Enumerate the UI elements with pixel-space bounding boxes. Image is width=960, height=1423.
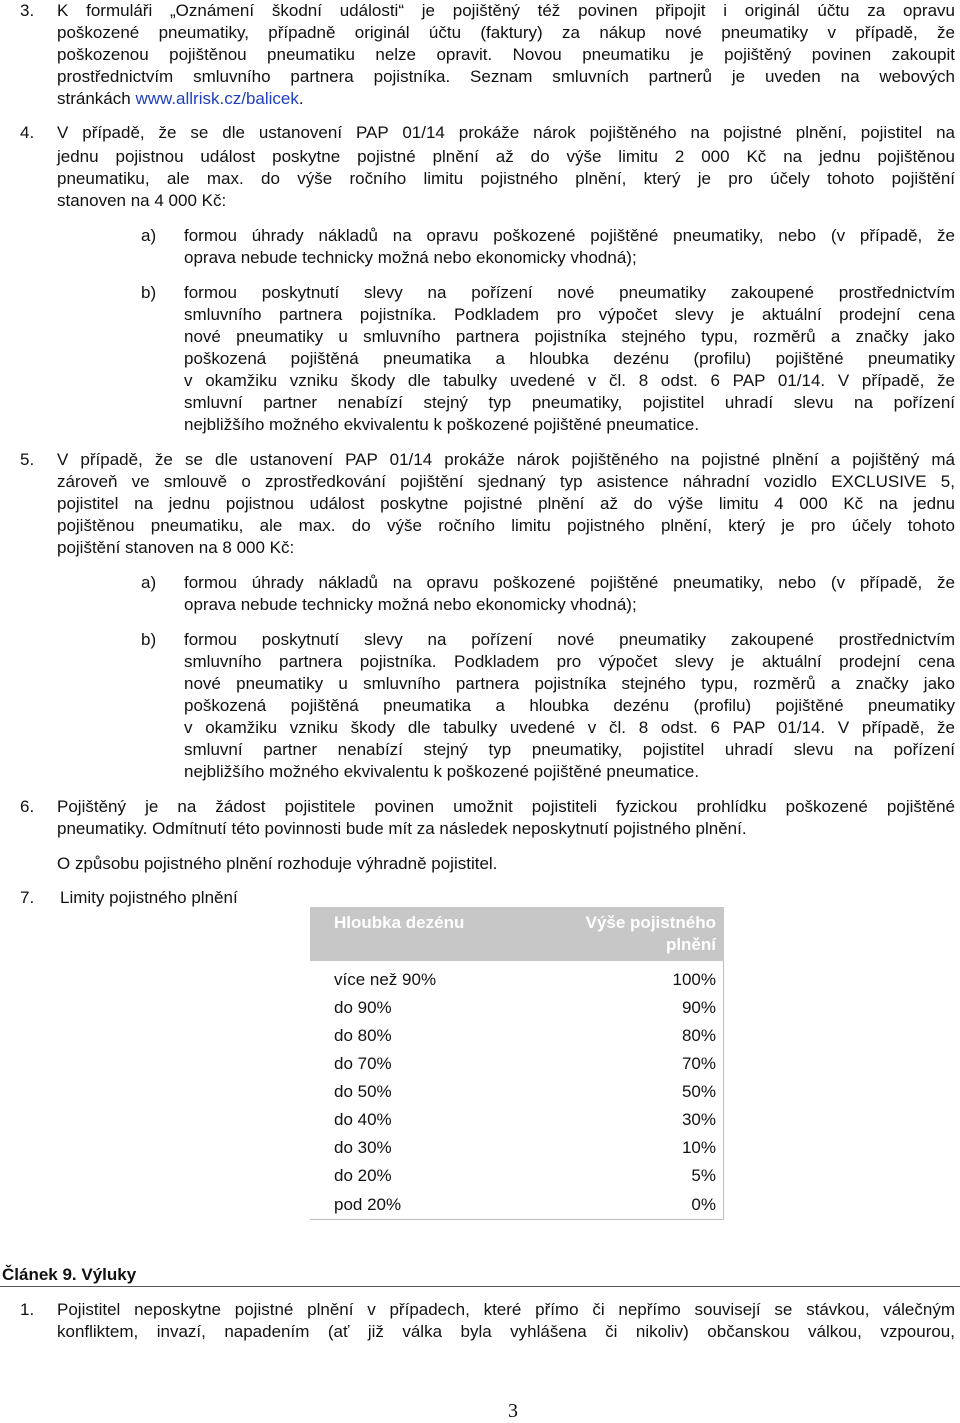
- item3-line-3: poškozenou pojištěnou pneumatiku nelze opravit. Novou pneumatiku je pojištěný povinen zakoupit: [57, 45, 955, 64]
- table-row-payout: 5%: [691, 1166, 716, 1185]
- table-row-depth: do 70%: [334, 1054, 392, 1073]
- item4-sub-b-line-2: smluvního partnera pojistníka. Podkladem pro výpočet slevy je aktuální prodejní cena: [184, 305, 955, 324]
- item3-number: 3.: [20, 1, 35, 20]
- item3-last-suffix: .: [298, 89, 304, 108]
- item6-line-2: pneumatiky. Odmítnutí této povinnosti bude mít za následek neposkytnutí pojistného plnění.: [57, 819, 747, 838]
- table-header-depth: Hloubka dezénu: [334, 913, 465, 932]
- article9-item1-number: 1.: [20, 1300, 35, 1319]
- item5-sub-a-line-2: oprava nebude technicky možná nebo ekonomicky vhodná);: [184, 595, 637, 614]
- item4-line-4: stanoven na 4 000 Kč:: [57, 191, 227, 210]
- item5-sub-b-line-6: smluvní partner nenabízí stejný typ pneumatiky, pojistitel uhradí slevu na pořízení: [184, 740, 955, 759]
- table-row-payout: 70%: [681, 1054, 716, 1073]
- article9-heading: Článek 9. Výluky: [2, 1265, 137, 1284]
- item4-sub-b-line-1: formou poskytnutí slevy na pořízení nové pneumatiky zakoupené prostřednictvím: [184, 283, 955, 302]
- item3-line-4: prostřednictvím smluvního partnera pojistníka. Seznam smluvních partnerů je uveden na webových: [57, 67, 955, 86]
- item5-sub-b-line-5: v okamžiku vzniku škody dle tabulky uvedené v čl. 8 odst. 6 PAP 01/14. V případě, že: [184, 718, 955, 737]
- item5-line-1: V případě, že se dle ustanovení PAP 01/14 prokáže nárok pojištěného na pojistné plnění a pojištěný má: [57, 450, 955, 469]
- item5-sub-b-line-3: nové pneumatiky u smluvního partnera pojistníka stejného typu, rozměrů a značky jako: [184, 674, 955, 693]
- table-row-payout: 30%: [681, 1110, 716, 1129]
- table-row-depth: do 80%: [334, 1026, 392, 1045]
- item5-sub-b-letter: b): [141, 630, 157, 649]
- item3-line-1: K formuláři „Oznámení škodní události“ je pojištěný též povinen připojit i originál účtu za opravu: [57, 1, 955, 20]
- table-row-depth: do 90%: [334, 998, 392, 1017]
- item4-sub-b-line-3: nové pneumatiky u smluvního partnera pojistníka stejného typu, rozměrů a značky jako: [184, 327, 955, 346]
- item4-sub-b-line-4: poškozená pojištěná pneumatika a hloubka dezénu (profilu) pojištěné pneumatiky: [184, 349, 955, 368]
- item5-line-4: pojištěnou pneumatiku, ale max. do výše ročního limitu pojistného plnění, který je pro účely tohoto: [57, 516, 955, 535]
- item3-line-5: [57, 88, 304, 110]
- item4-sub-a-line-2: oprava nebude technicky možná nebo ekonomicky vhodná);: [184, 248, 637, 267]
- item5-sub-b-line-1: formou poskytnutí slevy na pořízení nové pneumatiky zakoupené prostřednictvím: [184, 630, 955, 649]
- item4-line-1: V případě, že se dle ustanovení PAP 01/14 prokáže nárok pojištěného na pojistné plnění, pojistitel na: [57, 123, 955, 142]
- table-row-payout: 80%: [681, 1026, 716, 1045]
- page-number: 3: [508, 1400, 518, 1422]
- item4-sub-b-line-6: smluvní partner nenabízí stejný typ pneumatiky, pojistitel uhradí slevu na pořízení: [184, 393, 955, 412]
- item6-line-1: Pojištěný je na žádost pojistitele povinen umožnit pojistiteli fyzickou prohlídku poškozené pojištěné: [57, 797, 955, 816]
- table-row-payout: 10%: [681, 1138, 716, 1157]
- item4-number: 4.: [20, 123, 35, 142]
- item6-number: 6.: [20, 797, 35, 816]
- item4-line-3: pneumatiku, ale max. do výše ročního limitu pojistného plnění, který je pro účely tohoto pojištění: [57, 169, 955, 188]
- table-row-payout: 90%: [681, 998, 716, 1017]
- item5-sub-a-line-1: formou úhrady nákladů na opravu poškozené pojištěné pneumatiky, nebo (v případě, že: [184, 573, 955, 592]
- item5-number: 5.: [20, 450, 35, 469]
- item4-line-2: jednu pojistnou událost poskytne pojistné plnění až do výše limitu 2 000 Kč na jednu pojištěnou: [57, 147, 955, 166]
- article9-item1-line-2: konfliktem, invazí, napadením (ať již válka byla vyhlášena či nikoliv) občanskou válkou, vzpourou,: [57, 1322, 955, 1341]
- item4-sub-a-line-1: formou úhrady nákladů na opravu poškozené pojištěné pneumatiky, nebo (v případě, že: [184, 226, 955, 245]
- table-row-depth: pod 20%: [334, 1195, 402, 1214]
- item5-line-2: zároveň ve smlouvě o zprostředkování pojištění sjednaný typ asistence náhradní vozidlo EXCLUSIVE 5,: [57, 472, 955, 491]
- table-row-depth: do 20%: [334, 1166, 392, 1185]
- table-header-payout-line-2: plnění: [665, 935, 716, 954]
- item4-sub-b-letter: b): [141, 283, 157, 302]
- item5-sub-b-line-7: nejbližšího možného ekvivalentu k poškozené pojištěné pneumatice.: [184, 762, 700, 781]
- item5-line-5: pojištění stanoven na 8 000 Kč:: [57, 538, 295, 557]
- item7-label: Limity pojistného plnění: [60, 888, 238, 907]
- item5-sub-b-line-4: poškozená pojištěná pneumatika a hloubka dezénu (profilu) pojištěné pneumatiky: [184, 696, 955, 715]
- partners-link[interactable]: www.allrisk.cz/balicek: [135, 89, 299, 108]
- item5-sub-b-line-2: smluvního partnera pojistníka. Podkladem pro výpočet slevy je aktuální prodejní cena: [184, 652, 955, 671]
- item5-line-3: pojistitel na jednu pojistnou událost poskytne pojistné plnění až do výše limitu 4 000 Kč na jednu: [57, 494, 955, 513]
- item5-sub-a-letter: a): [141, 573, 157, 592]
- item3-line-2: poškozené pneumatiky, případně originál účtu (faktury) za nákup nové pneumatiky v případě, že: [57, 23, 955, 42]
- table-row-depth: více než 90%: [334, 970, 437, 989]
- item4-sub-a-letter: a): [141, 226, 157, 245]
- table-row-depth: do 30%: [334, 1138, 392, 1157]
- item7-number: 7.: [20, 888, 35, 907]
- table-row-payout: 50%: [681, 1082, 716, 1101]
- article9-item1-line-1: Pojistitel neposkytne pojistné plnění v případech, které přímo či nepřímo souvisejí se stávkou, válečným: [57, 1300, 955, 1319]
- heading-rule: [0, 1286, 960, 1287]
- item3-last-prefix: stránkách: [57, 89, 136, 108]
- table-row-payout: 0%: [691, 1195, 716, 1214]
- table-row-payout: 100%: [672, 970, 716, 989]
- item4-sub-b-line-5: v okamžiku vzniku škody dle tabulky uvedené v čl. 8 odst. 6 PAP 01/14. V případě, že: [184, 371, 955, 390]
- item6-note: O způsobu pojistného plnění rozhoduje výhradně pojistitel.: [57, 854, 498, 873]
- table-row-depth: do 50%: [334, 1082, 392, 1101]
- table-row-depth: do 40%: [334, 1110, 392, 1129]
- table-header-payout-line-1: Výše pojistného: [585, 913, 716, 932]
- item4-sub-b-line-7: nejbližšího možného ekvivalentu k poškozené pojištěné pneumatice.: [184, 415, 700, 434]
